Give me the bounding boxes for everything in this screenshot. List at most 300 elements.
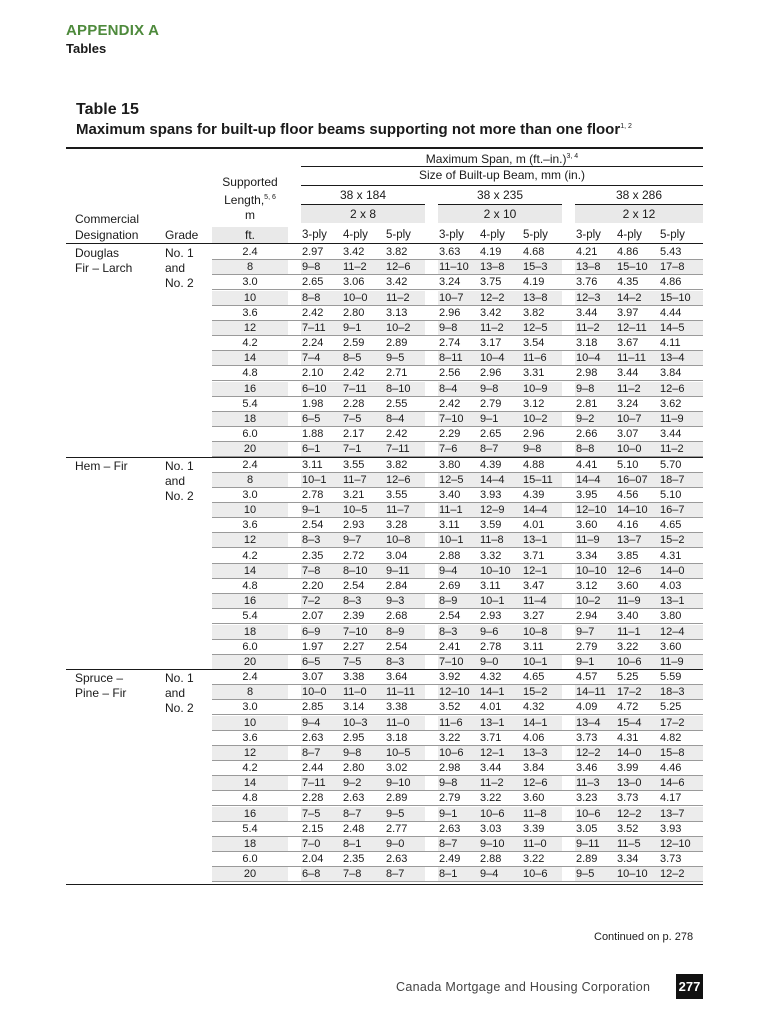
span-cell: 12–3 bbox=[576, 291, 601, 304]
table-row bbox=[66, 837, 703, 852]
span-cell: 4.44 bbox=[660, 306, 682, 319]
span-cell: 7–2 bbox=[302, 595, 321, 608]
span-cell: 14–2 bbox=[617, 291, 642, 304]
supported-length-cell: 5.4 bbox=[242, 610, 258, 623]
span-cell: 7–8 bbox=[302, 564, 321, 577]
supported-length-cell: 8 bbox=[246, 261, 254, 274]
span-cell: 2.89 bbox=[386, 792, 408, 805]
span-cell: 8–11 bbox=[439, 352, 463, 365]
span-cell: 15–3 bbox=[523, 261, 548, 274]
span-cell: 9–4 bbox=[302, 716, 321, 729]
span-cell: 2.95 bbox=[343, 731, 365, 744]
span-cell: 2.77 bbox=[386, 822, 408, 835]
span-cell: 13–8 bbox=[576, 261, 601, 274]
span-cell: 3.52 bbox=[617, 822, 639, 835]
supported-length-cell: 6.0 bbox=[242, 853, 258, 866]
span-cell: 10–0 bbox=[343, 291, 368, 304]
table-row bbox=[66, 458, 703, 473]
span-cell: 2.84 bbox=[386, 579, 408, 592]
supported-length-cell: 12 bbox=[243, 321, 257, 334]
span-cell: 4.32 bbox=[480, 671, 502, 684]
span-cell: 9–1 bbox=[480, 412, 499, 425]
span-cell: 13–4 bbox=[660, 352, 685, 365]
span-cell: 11–4 bbox=[523, 595, 547, 608]
span-cell: 10–7 bbox=[617, 412, 642, 425]
span-cell: 9–5 bbox=[386, 352, 405, 365]
span-cell: 9–6 bbox=[480, 625, 499, 638]
table-row bbox=[66, 594, 703, 609]
supported-length-cell: 4.2 bbox=[242, 337, 258, 350]
span-cell: 2.54 bbox=[386, 640, 408, 653]
supported-length-cell: 14 bbox=[243, 352, 257, 365]
span-cell: 15–10 bbox=[617, 261, 648, 274]
span-cell: 7–10 bbox=[343, 625, 368, 638]
span-cell: 11–7 bbox=[343, 473, 367, 486]
commercial-header-2: Designation bbox=[75, 228, 139, 242]
supported-length-cell: 20 bbox=[243, 868, 257, 881]
span-cell: 3.82 bbox=[523, 306, 545, 319]
table-row bbox=[66, 761, 703, 776]
span-cell: 4.46 bbox=[660, 762, 682, 775]
supported-length-cell: 8 bbox=[246, 686, 254, 699]
span-cell: 12–6 bbox=[386, 261, 411, 274]
span-cell: 9–1 bbox=[302, 504, 321, 517]
span-cell: 2.66 bbox=[576, 428, 598, 441]
supported-length-cell: 16 bbox=[243, 807, 257, 820]
table-title: Maximum spans for built-up floor beams supporting not more than one floor$^{1, 2}$ bbox=[76, 121, 632, 138]
table-row bbox=[66, 867, 703, 882]
span-cell: 3.80 bbox=[660, 610, 682, 623]
span-cell: 16–7 bbox=[660, 504, 685, 517]
span-cell: 8–7 bbox=[386, 868, 405, 881]
span-cell: 12–11 bbox=[617, 321, 647, 334]
span-cell: 10–2 bbox=[576, 595, 601, 608]
span-cell: 11–0 bbox=[386, 716, 410, 729]
supported-length-cell: 14 bbox=[243, 564, 257, 577]
span-cell: 6–1 bbox=[302, 443, 321, 456]
table-row bbox=[66, 655, 703, 670]
span-cell: 12–2 bbox=[660, 868, 685, 881]
row-rule bbox=[212, 881, 703, 882]
span-cell: 10–10 bbox=[617, 868, 648, 881]
supported-length-cell: 10 bbox=[243, 504, 257, 517]
span-cell: 3.14 bbox=[343, 701, 365, 714]
span-cell: 3.22 bbox=[523, 853, 545, 866]
span-cell: 3.18 bbox=[386, 731, 408, 744]
table-row bbox=[66, 640, 703, 655]
appendix-label: APPENDIX A bbox=[66, 22, 160, 39]
span-cell: 9–1 bbox=[439, 807, 458, 820]
span-cell: 2.49 bbox=[439, 853, 461, 866]
supported-length-cell: 6.0 bbox=[242, 640, 258, 653]
size-metric-2: 38 x 235 bbox=[476, 188, 524, 202]
span-cell: 6–5 bbox=[302, 655, 321, 668]
span-cell: 10–4 bbox=[480, 352, 505, 365]
span-cell: 2.89 bbox=[386, 337, 408, 350]
span-cell: 8–8 bbox=[576, 443, 595, 456]
span-cell: 1.97 bbox=[302, 640, 324, 653]
span-cell: 2.98 bbox=[439, 762, 461, 775]
table-row bbox=[66, 700, 703, 715]
span-cell: 12–6 bbox=[523, 777, 548, 790]
table-row bbox=[66, 260, 703, 275]
span-cell: 12–10 bbox=[576, 504, 607, 517]
span-cell: 11–8 bbox=[480, 534, 504, 547]
span-cell: 4.06 bbox=[523, 731, 545, 744]
span-cell: 2.88 bbox=[480, 853, 502, 866]
supported-length-cell: 18 bbox=[243, 412, 257, 425]
table-row bbox=[66, 791, 703, 806]
span-cell: 4.39 bbox=[480, 458, 502, 471]
table-row bbox=[66, 731, 703, 746]
span-cell: 2.04 bbox=[302, 853, 324, 866]
span-cell: 11–9 bbox=[660, 412, 684, 425]
span-cell: 1.88 bbox=[302, 428, 324, 441]
span-cell: 2.20 bbox=[302, 579, 324, 592]
commercial-designation: Hem – Fir bbox=[75, 458, 128, 473]
table-row bbox=[66, 427, 703, 442]
table-number: Table 15 bbox=[76, 101, 139, 118]
supported-length-cell: 4.8 bbox=[242, 367, 258, 380]
span-cell: 4.31 bbox=[617, 731, 639, 744]
span-cell: 17–2 bbox=[617, 686, 642, 699]
span-cell: 3.34 bbox=[617, 853, 639, 866]
span-cell: 10–0 bbox=[617, 443, 642, 456]
span-cell: 4.86 bbox=[617, 246, 639, 258]
span-cell: 10–6 bbox=[576, 807, 601, 820]
span-cell: 14–1 bbox=[523, 716, 548, 729]
span-cell: 2.63 bbox=[302, 731, 324, 744]
grade: No. 1 and No. 2 bbox=[165, 458, 194, 503]
span-cell: 8–9 bbox=[386, 625, 405, 638]
span-cell: 4.19 bbox=[480, 246, 502, 258]
span-cell: 3.73 bbox=[660, 853, 682, 866]
span-cell: 7–6 bbox=[439, 443, 458, 456]
span-cell: 5.70 bbox=[660, 458, 682, 471]
supported-length-cell: 14 bbox=[243, 777, 257, 790]
span-cell: 11–0 bbox=[343, 686, 367, 699]
span-cell: 10–5 bbox=[343, 504, 368, 517]
span-cell: 11–2 bbox=[660, 443, 684, 456]
supported-length-cell: 4.8 bbox=[242, 579, 258, 592]
size-imperial-2: 2 x 10 bbox=[483, 207, 517, 221]
span-cell: 2.15 bbox=[302, 822, 324, 835]
table-bottom-rule bbox=[66, 884, 703, 885]
span-cell: 13–1 bbox=[660, 595, 685, 608]
ply-header-8: 4-ply bbox=[617, 229, 642, 241]
table-row bbox=[66, 473, 703, 488]
span-cell: 15–2 bbox=[523, 686, 548, 699]
span-cell: 7–5 bbox=[343, 655, 362, 668]
span-cell: 3.52 bbox=[439, 701, 461, 714]
span-cell: 9–5 bbox=[386, 807, 405, 820]
span-cell: 2.68 bbox=[386, 610, 408, 623]
span-cell: 11–1 bbox=[439, 504, 463, 517]
span-cell: 8–1 bbox=[343, 838, 362, 851]
ply-header-6: 5-ply bbox=[523, 229, 548, 241]
span-cell: 14–0 bbox=[617, 746, 642, 759]
span-cell: 11–0 bbox=[523, 838, 547, 851]
span-cell: 4.57 bbox=[576, 671, 598, 684]
span-cell: 3.22 bbox=[439, 731, 461, 744]
span-cell: 3.73 bbox=[576, 731, 598, 744]
span-cell: 3.31 bbox=[523, 367, 545, 380]
span-cell: 2.78 bbox=[480, 640, 502, 653]
span-cell: 15–10 bbox=[660, 291, 691, 304]
span-cell: 10–6 bbox=[523, 868, 548, 881]
span-cell: 3.12 bbox=[576, 579, 598, 592]
span-cell: 17–8 bbox=[660, 261, 685, 274]
span-cell: 8–3 bbox=[439, 625, 458, 638]
span-cell: 8–1 bbox=[439, 868, 458, 881]
span-cell: 3.34 bbox=[576, 549, 598, 562]
supported-length-cell: 4.2 bbox=[242, 549, 258, 562]
span-cell: 2.29 bbox=[439, 428, 461, 441]
span-cell: 3.73 bbox=[617, 792, 639, 805]
span-cell: 2.28 bbox=[302, 792, 324, 805]
span-cell: 2.56 bbox=[439, 367, 461, 380]
span-cell: 9–8 bbox=[343, 746, 362, 759]
span-cell: 3.21 bbox=[343, 488, 365, 501]
table-row bbox=[66, 670, 703, 685]
span-cell: 3.71 bbox=[480, 731, 502, 744]
span-cell: 3.62 bbox=[660, 397, 682, 410]
supported-length-cell: 10 bbox=[243, 291, 257, 304]
span-cell: 2.80 bbox=[343, 306, 365, 319]
span-cell: 2.94 bbox=[576, 610, 598, 623]
page-number: 277 bbox=[676, 974, 703, 999]
span-cell: 8–10 bbox=[386, 382, 411, 395]
span-cell: 4.41 bbox=[576, 458, 598, 471]
table-row bbox=[66, 579, 703, 594]
span-cell: 3.13 bbox=[386, 306, 408, 319]
span-cell: 13–1 bbox=[523, 534, 548, 547]
footer-publisher: Canada Mortgage and Housing Corporation bbox=[396, 980, 651, 994]
span-cell: 3.07 bbox=[617, 428, 639, 441]
span-cell: 3.84 bbox=[660, 367, 682, 380]
span-cell: 13–3 bbox=[523, 746, 548, 759]
span-cell: 10–6 bbox=[439, 746, 464, 759]
supported-length-cell: 3.6 bbox=[242, 306, 258, 319]
span-cell: 2.85 bbox=[302, 701, 324, 714]
table-row bbox=[66, 275, 703, 290]
span-cell: 8–4 bbox=[386, 412, 405, 425]
span-cell: 3.64 bbox=[386, 671, 408, 684]
table-row bbox=[66, 807, 703, 822]
span-cell: 3.11 bbox=[523, 640, 544, 653]
span-cell: 2.42 bbox=[386, 428, 408, 441]
span-cell: 4.65 bbox=[523, 671, 545, 684]
span-cell: 2.65 bbox=[302, 276, 324, 289]
span-cell: 2.74 bbox=[439, 337, 461, 350]
table-row bbox=[66, 442, 703, 457]
span-cell: 3.75 bbox=[480, 276, 502, 289]
span-cell: 4.65 bbox=[660, 519, 682, 532]
table-row bbox=[66, 503, 703, 518]
span-cell: 10–9 bbox=[523, 382, 548, 395]
supported-length-cell: 8 bbox=[246, 473, 254, 486]
span-cell: 3.40 bbox=[617, 610, 639, 623]
span-cell: 2.54 bbox=[439, 610, 461, 623]
span-cell: 8–7 bbox=[439, 838, 458, 851]
span-cell: 13–0 bbox=[617, 777, 642, 790]
span-cell: 4.88 bbox=[523, 458, 545, 471]
span-cell: 9–2 bbox=[343, 777, 362, 790]
span-cell: 10–1 bbox=[302, 473, 327, 486]
span-cell: 3.12 bbox=[523, 397, 545, 410]
span-cell: 2.42 bbox=[439, 397, 461, 410]
span-cell: 9–1 bbox=[343, 321, 362, 334]
supported-length-cell: 6.0 bbox=[242, 428, 258, 441]
span-cell: 9–3 bbox=[386, 595, 405, 608]
span-cell: 3.39 bbox=[523, 822, 545, 835]
span-cell: 3.38 bbox=[343, 671, 365, 684]
span-cell: 3.82 bbox=[386, 458, 408, 471]
span-cell: 8–3 bbox=[302, 534, 321, 547]
span-cell: 3.95 bbox=[576, 488, 598, 501]
table-row bbox=[66, 366, 703, 381]
supported-length-cell: 16 bbox=[243, 382, 257, 395]
ply-header-1: 3-ply bbox=[302, 229, 327, 241]
span-cell: 11–2 bbox=[343, 261, 367, 274]
span-cell: 7–10 bbox=[439, 655, 464, 668]
span-cell: 1.98 bbox=[302, 397, 324, 410]
span-cell: 2.96 bbox=[523, 428, 545, 441]
span-cell: 12–10 bbox=[439, 686, 470, 699]
span-cell: 15–11 bbox=[523, 473, 553, 486]
span-cell: 2.71 bbox=[386, 367, 408, 380]
span-cell: 10–7 bbox=[439, 291, 464, 304]
span-cell: 14–4 bbox=[523, 504, 548, 517]
span-cell: 7–0 bbox=[302, 838, 321, 851]
supported-length-cell: 4.8 bbox=[242, 792, 258, 805]
span-cell: 3.27 bbox=[523, 610, 545, 623]
span-cell: 4.16 bbox=[617, 519, 639, 532]
table-row bbox=[66, 533, 703, 548]
span-cell: 3.60 bbox=[523, 792, 545, 805]
span-cell: 3.44 bbox=[617, 367, 639, 380]
span-cell: 18–7 bbox=[660, 473, 685, 486]
span-cell: 3.17 bbox=[480, 337, 502, 350]
span-cell: 2.59 bbox=[343, 337, 365, 350]
grade: No. 1 and No. 2 bbox=[165, 671, 194, 716]
table-row bbox=[66, 397, 703, 412]
span-cell: 7–8 bbox=[343, 868, 362, 881]
span-cell: 4.86 bbox=[660, 276, 682, 289]
span-cell: 11–5 bbox=[617, 838, 641, 851]
span-cell: 8–9 bbox=[439, 595, 458, 608]
span-cell: 8–3 bbox=[343, 595, 362, 608]
span-cell: 13–7 bbox=[617, 534, 642, 547]
span-cell: 3.28 bbox=[386, 519, 408, 532]
span-cell: 3.55 bbox=[386, 488, 408, 501]
span-cell: 2.42 bbox=[302, 306, 324, 319]
span-cell: 3.42 bbox=[480, 306, 502, 319]
span-cell: 3.85 bbox=[617, 549, 639, 562]
span-cell: 10–8 bbox=[523, 625, 548, 638]
commercial-designation: Douglas Fir – Larch bbox=[75, 246, 133, 275]
span-cell: 13–8 bbox=[523, 291, 548, 304]
span-cell: 9–8 bbox=[302, 261, 321, 274]
span-cell: 14–4 bbox=[576, 473, 601, 486]
span-cell: 15–8 bbox=[660, 746, 685, 759]
size-metric-1: 38 x 184 bbox=[339, 188, 387, 202]
ply-header-2: 4-ply bbox=[343, 229, 368, 241]
supported-length-cell: 2.4 bbox=[242, 671, 258, 684]
span-cell: 8–3 bbox=[386, 655, 405, 668]
span-cell: 2.81 bbox=[576, 397, 598, 410]
table-row bbox=[66, 412, 703, 427]
span-cell: 3.84 bbox=[523, 762, 545, 775]
span-cell: 2.79 bbox=[439, 792, 461, 805]
span-cell: 2.93 bbox=[480, 610, 502, 623]
span-cell: 13–8 bbox=[480, 261, 505, 274]
span-cell: 11–2 bbox=[576, 321, 600, 334]
span-cell: 4.72 bbox=[617, 701, 639, 714]
span-cell: 8–4 bbox=[439, 382, 458, 395]
span-cell: 3.46 bbox=[576, 762, 598, 775]
span-cell: 10–3 bbox=[343, 716, 368, 729]
supported-length-cell: 3.6 bbox=[242, 519, 258, 532]
supported-length-cell: 4.2 bbox=[242, 762, 258, 775]
span-cell: 3.11 bbox=[302, 458, 323, 471]
supported-length-cell: 3.0 bbox=[242, 701, 258, 714]
span-cell: 2.98 bbox=[576, 367, 598, 380]
span-cell: 7–11 bbox=[302, 777, 326, 790]
span-cell: 3.67 bbox=[617, 337, 639, 350]
span-cell: 2.28 bbox=[343, 397, 365, 410]
span-cell: 4.01 bbox=[480, 701, 502, 714]
table-row bbox=[66, 351, 703, 366]
span-cell: 3.22 bbox=[617, 640, 639, 653]
span-cell: 12–5 bbox=[523, 321, 548, 334]
ply-header-7: 3-ply bbox=[576, 229, 601, 241]
span-cell: 4.31 bbox=[660, 549, 682, 562]
span-cell: 9–4 bbox=[439, 564, 458, 577]
span-cell: 2.69 bbox=[439, 579, 461, 592]
span-cell: 14–6 bbox=[660, 777, 685, 790]
span-cell: 11–11 bbox=[386, 686, 415, 699]
span-cell: 2.97 bbox=[302, 246, 324, 258]
span-cell: 2.79 bbox=[576, 640, 598, 653]
span-cell: 3.40 bbox=[439, 488, 461, 501]
span-cell: 2.41 bbox=[439, 640, 461, 653]
span-cell: 4.56 bbox=[617, 488, 639, 501]
span-cell: 10–10 bbox=[576, 564, 607, 577]
span-cell: 2.63 bbox=[343, 792, 365, 805]
span-cell: 9–8 bbox=[523, 443, 542, 456]
table-row bbox=[66, 716, 703, 731]
span-cell: 3.03 bbox=[480, 822, 502, 835]
span-cell: 5.10 bbox=[660, 488, 682, 501]
span-cell: 11–11 bbox=[617, 352, 646, 365]
span-cell: 10–0 bbox=[302, 686, 327, 699]
span-cell: 15–2 bbox=[660, 534, 685, 547]
span-cell: 2.10 bbox=[302, 367, 324, 380]
span-cell: 9–0 bbox=[480, 655, 499, 668]
span-cell: 3.11 bbox=[480, 579, 501, 592]
span-cell: 14–10 bbox=[617, 504, 648, 517]
span-cell: 13–7 bbox=[660, 807, 685, 820]
size-metric-3: 38 x 286 bbox=[615, 188, 663, 202]
span-cell: 8–7 bbox=[480, 443, 499, 456]
span-cell: 3.44 bbox=[480, 762, 502, 775]
supported-length-cell: 2.4 bbox=[242, 246, 258, 258]
span-cell: 2.17 bbox=[343, 428, 365, 441]
span-cell: 4.68 bbox=[523, 246, 545, 258]
span-cell: 3.05 bbox=[576, 822, 598, 835]
span-cell: 9–11 bbox=[576, 838, 600, 851]
